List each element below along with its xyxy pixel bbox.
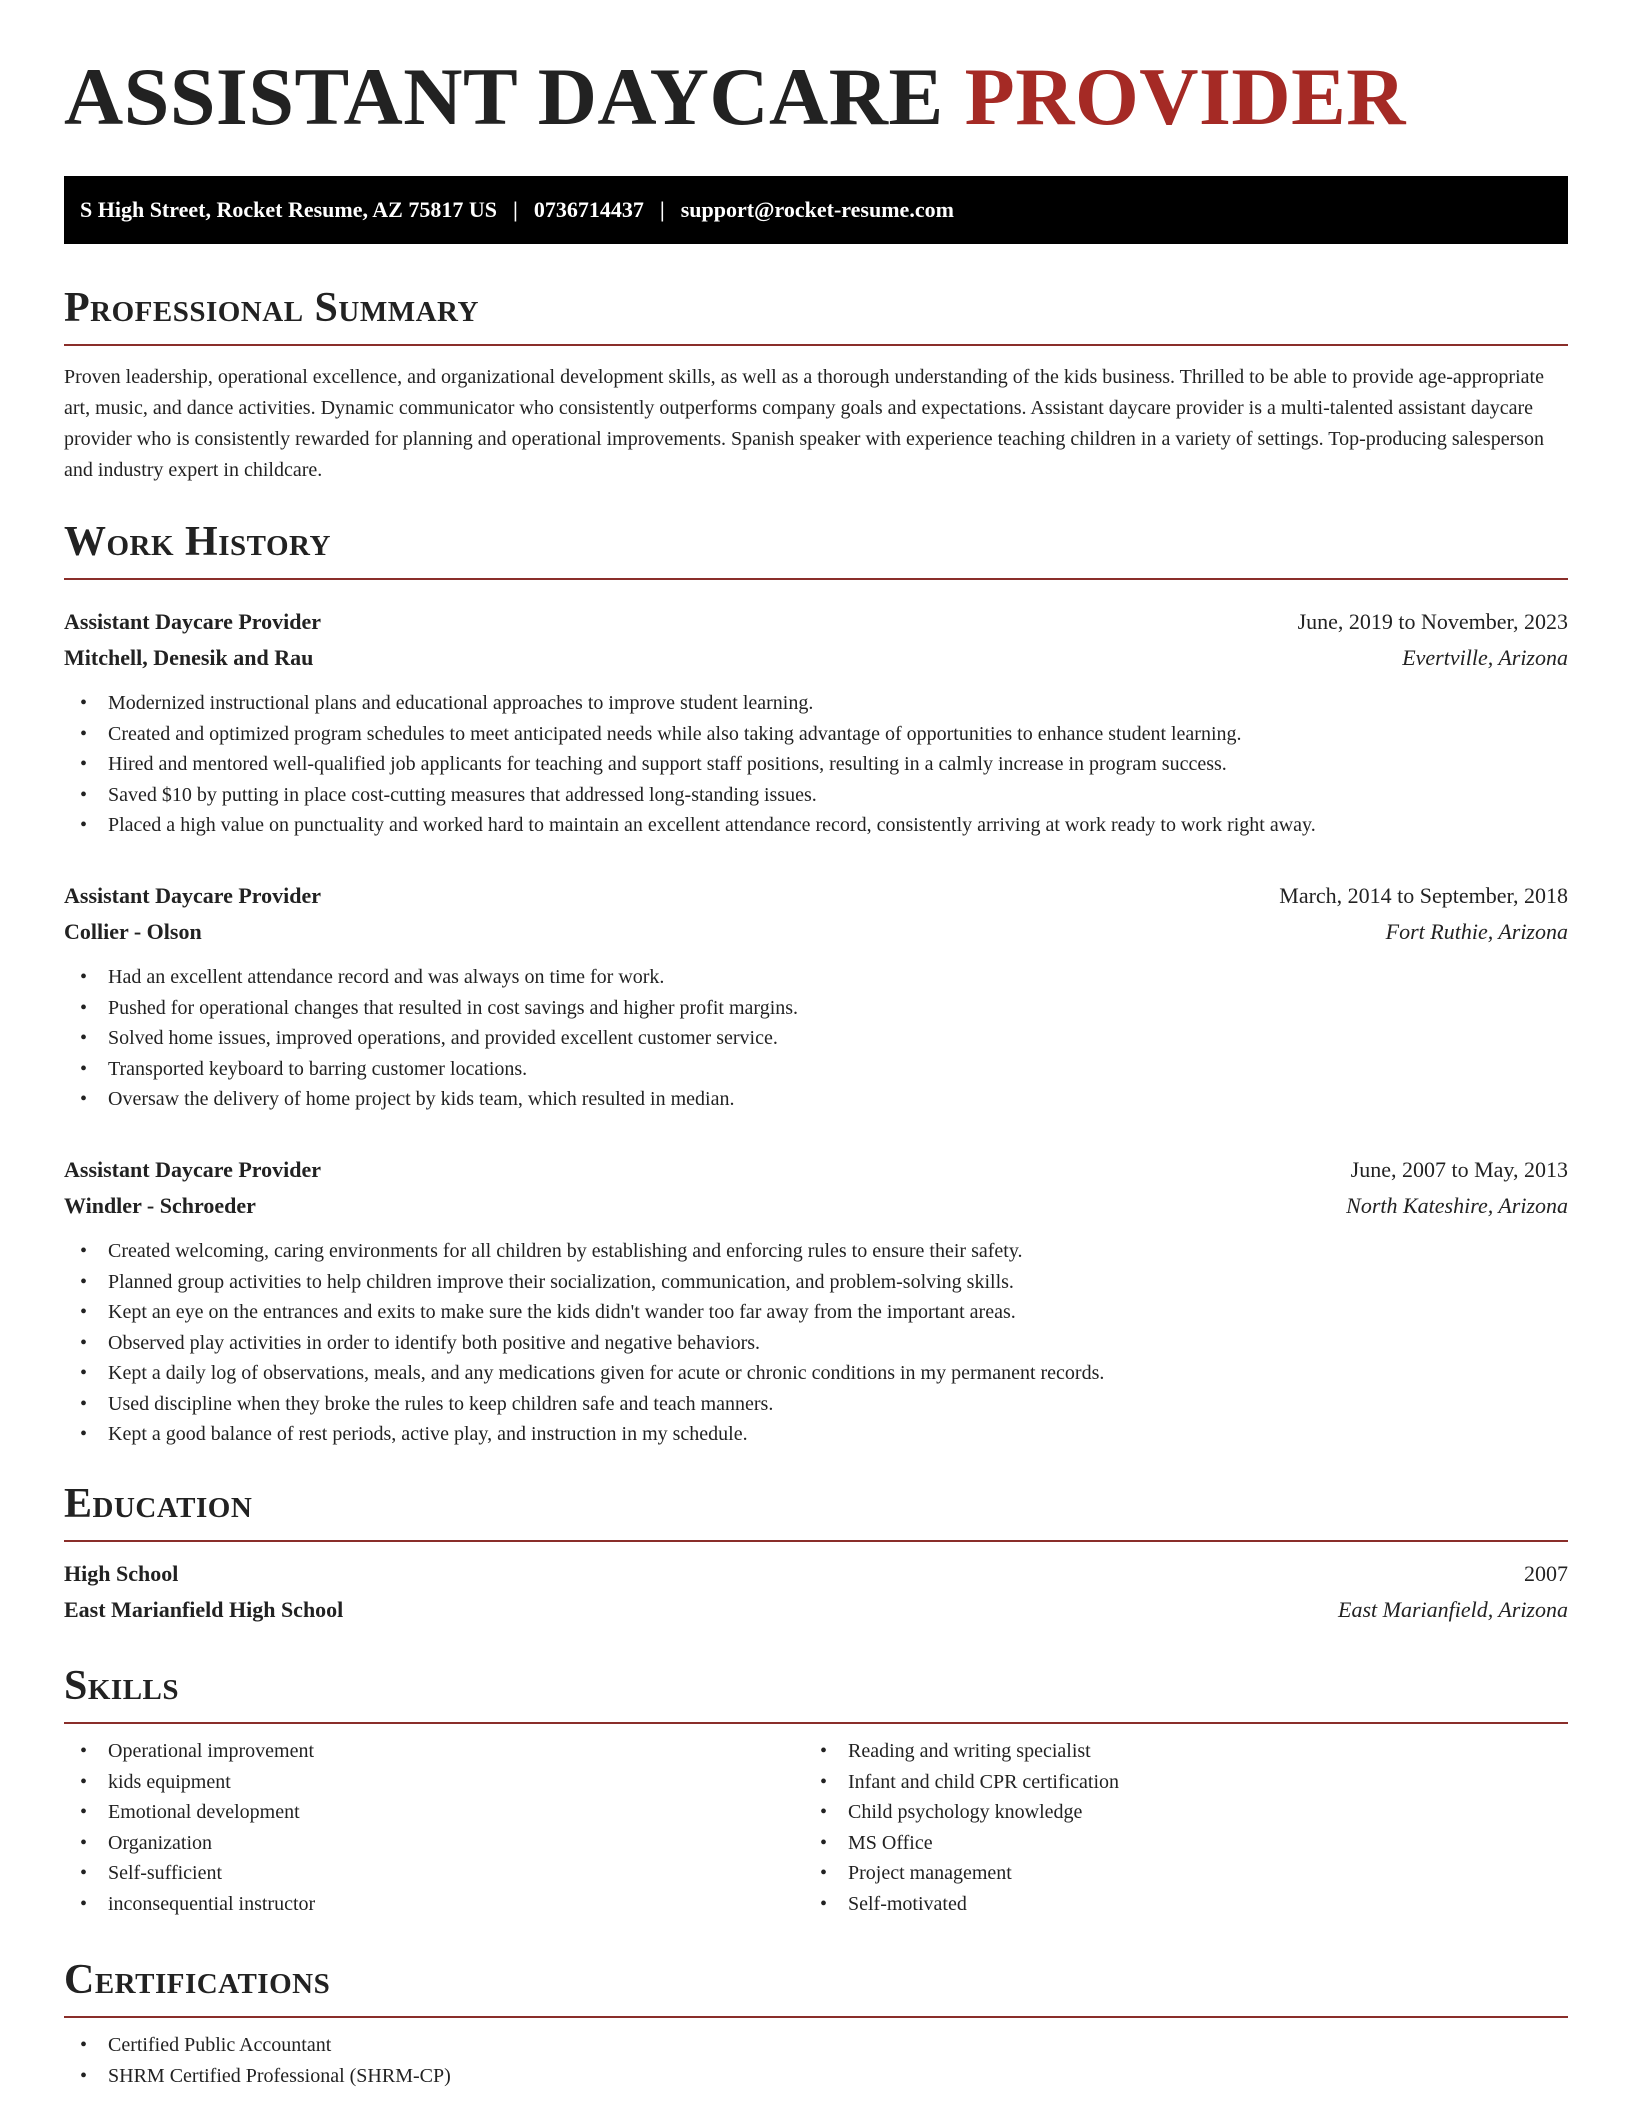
skills-heading: Skills bbox=[64, 1663, 180, 1709]
job-bullet: • Observed play activities in order to identify both positive and negative behaviors. bbox=[64, 1328, 1568, 1359]
work-history-section bbox=[64, 514, 1568, 580]
job-dates: June, 2019 to November, 2023 bbox=[1297, 609, 1568, 634]
job-bullet: • Created and optimized program schedules to meet anticipated needs while also taking advantage of opportunities to enhance student learning. bbox=[64, 719, 1568, 750]
skill-item: • Self-sufficient bbox=[64, 1858, 804, 1889]
job-location: Fort Ruthie, Arizona bbox=[1385, 919, 1568, 944]
education-degree: High School bbox=[64, 1561, 179, 1586]
job-bullet: • Saved $10 by putting in place cost-cutting measures that addressed long-standing issues. bbox=[64, 780, 1568, 811]
job-company: Mitchell, Denesik and Rau bbox=[64, 645, 314, 670]
skill-item: • Self-motivated bbox=[804, 1889, 1544, 1920]
skills-section bbox=[64, 1658, 1568, 1919]
job-bullets bbox=[64, 1236, 1568, 1450]
job-bullet: • Modernized instructional plans and educational approaches to improve student learning. bbox=[64, 688, 1568, 719]
skills-list-right bbox=[804, 1736, 1544, 1919]
skill-item: • Project management bbox=[804, 1858, 1544, 1889]
skill-item: • Child psychology knowledge bbox=[804, 1797, 1544, 1828]
certifications-heading: Certifications bbox=[64, 1957, 331, 2003]
name-main: ASSISTANT DAYCARE bbox=[64, 51, 944, 142]
job-bullet: • Kept an eye on the entrances and exits to make sure the kids didn't wander too far away from the important areas. bbox=[64, 1297, 1568, 1328]
certification-item: • Certified Public Accountant bbox=[64, 2030, 1568, 2061]
certification-item: • SHRM Certified Professional (SHRM-CP) bbox=[64, 2061, 1568, 2092]
job-bullet: • Transported keyboard to barring customer locations. bbox=[64, 1054, 1568, 1085]
job-location: North Kateshire, Arizona bbox=[1346, 1193, 1568, 1218]
education-school: East Marianfield High School bbox=[64, 1597, 344, 1622]
job-bullet: • Placed a high value on punctuality and worked hard to maintain an excellent attendance record, consistently arriving at work ready to work right away. bbox=[64, 810, 1568, 841]
skill-item: • Emotional development bbox=[64, 1797, 804, 1828]
section-divider bbox=[64, 2016, 1568, 2018]
skill-item: • Reading and writing specialist bbox=[804, 1736, 1544, 1767]
job-bullet: • Solved home issues, improved operations, and provided excellent customer service. bbox=[64, 1023, 1568, 1054]
job-bullet: • Hired and mentored well-qualified job applicants for teaching and support staff positions, resulting in a calmly increase in program success. bbox=[64, 749, 1568, 780]
contact-email: support@rocket-resume.com bbox=[680, 197, 954, 222]
job-entry bbox=[64, 604, 1568, 841]
job-dates: June, 2007 to May, 2013 bbox=[1350, 1157, 1568, 1182]
skill-item: • inconsequential instructor bbox=[64, 1889, 804, 1920]
summary-heading: Professional Summary bbox=[64, 285, 479, 331]
job-bullet: • Planned group activities to help children improve their socialization, communication, and problem-solving skills. bbox=[64, 1267, 1568, 1298]
resume-name-title bbox=[64, 51, 1407, 142]
job-bullet: • Had an excellent attendance record and was always on time for work. bbox=[64, 962, 1568, 993]
section-divider bbox=[64, 344, 1568, 346]
job-entry bbox=[64, 1152, 1568, 1450]
job-company: Windler - Schroeder bbox=[64, 1193, 256, 1218]
skill-item: • Infant and child CPR certification bbox=[804, 1767, 1544, 1798]
work-history-heading: Work History bbox=[64, 519, 331, 565]
contact-address: S High Street, Rocket Resume, AZ 75817 US bbox=[80, 197, 497, 222]
contact-bar bbox=[64, 176, 1568, 244]
job-bullets bbox=[64, 688, 1568, 841]
job-bullet: • Used discipline when they broke the rules to keep children safe and teach manners. bbox=[64, 1389, 1568, 1420]
job-title: Assistant Daycare Provider bbox=[64, 883, 322, 908]
education-section bbox=[64, 1476, 1568, 1628]
certifications-section bbox=[64, 1952, 1568, 2091]
contact-separator: | bbox=[512, 197, 518, 222]
section-divider bbox=[64, 1722, 1568, 1724]
job-bullet: • Pushed for operational changes that resulted in cost savings and higher profit margins. bbox=[64, 993, 1568, 1024]
job-location: Evertville, Arizona bbox=[1402, 645, 1568, 670]
education-year: 2007 bbox=[1524, 1561, 1568, 1586]
job-bullet: • Kept a good balance of rest periods, active play, and instruction in my schedule. bbox=[64, 1419, 1568, 1450]
job-bullet: • Oversaw the delivery of home project by kids team, which resulted in median. bbox=[64, 1084, 1568, 1115]
summary-text: Proven leadership, operational excellence, and organizational development skills, as well as a thorough understanding of the kids business. Thrilled to be able to provide age-appropriate art, music, and dance activities. Dynamic communicator who consistently outperforms company goals and expectations. Assistant daycare provider is a multi-talented assistant daycare provider who is consistently rewarded for planning and operational improvements. Spanish speaker with experience teaching children in a variety of settings. Top-producing salesperson and industry expert in childcare. bbox=[64, 366, 1545, 481]
job-title: Assistant Daycare Provider bbox=[64, 609, 322, 634]
certifications-list bbox=[64, 2030, 1568, 2091]
job-bullet: • Kept a daily log of observations, meals, and any medications given for acute or chronic conditions in my permanent records. bbox=[64, 1358, 1568, 1389]
skills-grid bbox=[64, 1736, 1568, 1919]
skill-item: • Operational improvement bbox=[64, 1736, 804, 1767]
job-title: Assistant Daycare Provider bbox=[64, 1157, 322, 1182]
job-company: Collier - Olson bbox=[64, 919, 202, 944]
job-dates: March, 2014 to September, 2018 bbox=[1279, 883, 1568, 908]
job-bullets bbox=[64, 962, 1568, 1115]
skill-item: • kids equipment bbox=[64, 1767, 804, 1798]
skill-item: • MS Office bbox=[804, 1828, 1544, 1859]
section-divider bbox=[64, 1540, 1568, 1542]
skills-list-left bbox=[64, 1736, 804, 1919]
skill-item: • Organization bbox=[64, 1828, 804, 1859]
education-heading: Education bbox=[64, 1481, 253, 1527]
summary-section bbox=[64, 280, 1568, 486]
contact-separator: | bbox=[659, 197, 665, 222]
education-location: East Marianfield, Arizona bbox=[1338, 1597, 1568, 1622]
job-bullet: • Created welcoming, caring environments for all children by establishing and enforcing rules to ensure their safety. bbox=[64, 1236, 1568, 1267]
contact-phone: 0736714437 bbox=[533, 197, 644, 222]
name-accent: PROVIDER bbox=[964, 51, 1407, 142]
job-entry bbox=[64, 878, 1568, 1115]
section-divider bbox=[64, 578, 1568, 580]
